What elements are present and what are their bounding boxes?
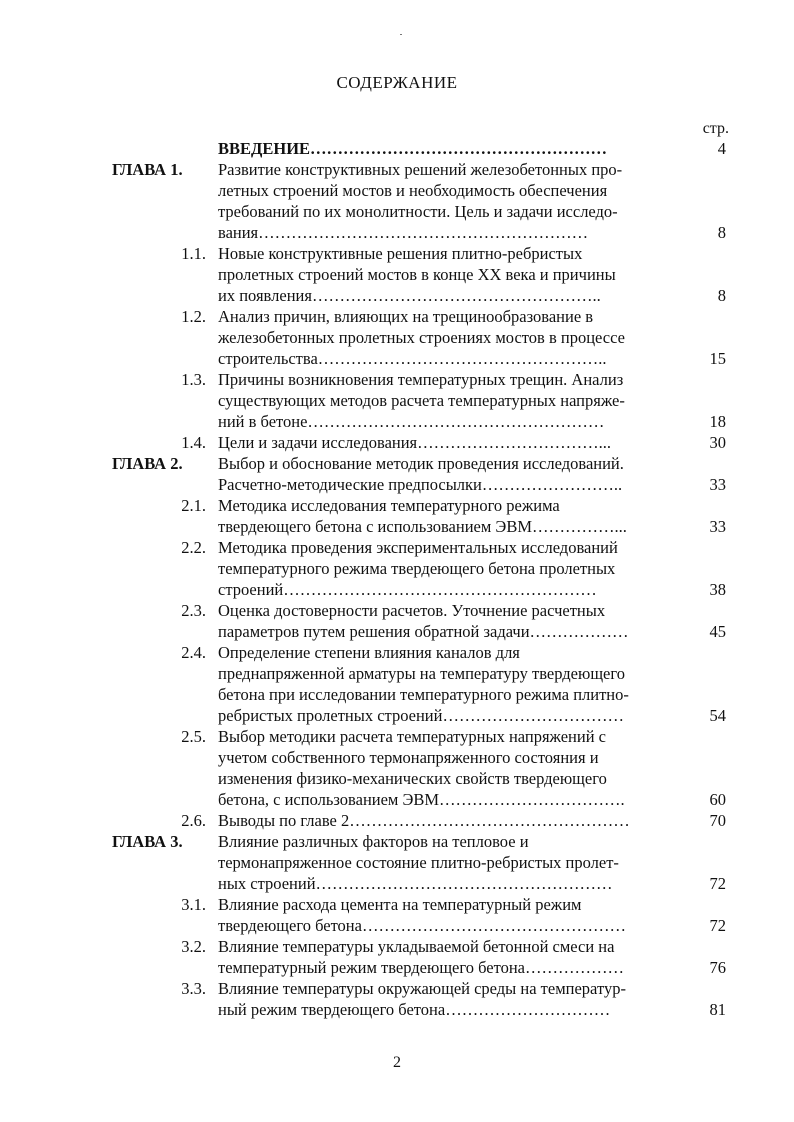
toc-entry[interactable] (0, 642, 794, 726)
entry-line: Новые конструктивные решения плитно-ребристых (218, 244, 583, 263)
entry-line: ных строений……………………………………………… (218, 874, 613, 893)
page-number: 2 (393, 1054, 401, 1071)
toc-entry[interactable] (0, 810, 794, 831)
entry-page: 33 (709, 475, 726, 494)
entry-title (218, 453, 692, 495)
entry-line: температурного режима твердеющего бетона пролетных (218, 559, 616, 578)
toc-entry[interactable] (0, 978, 794, 1020)
entry-line: ребристых пролетных строений…………………………… (218, 706, 624, 725)
entry-line: Выбор и обоснование методик проведения исследований. (218, 454, 624, 473)
entry-title (218, 936, 692, 978)
entry-line: бетона, с использованием ЭВМ……………………………. (218, 790, 625, 809)
entry-page: 8 (717, 286, 726, 305)
entry-line: твердеющего бетона с использованием ЭВМ……………... (218, 517, 627, 536)
entry-page: 33 (709, 517, 726, 536)
entry-title (218, 138, 692, 159)
toc-entry[interactable] (0, 453, 794, 495)
section-number: 2.3. (181, 601, 206, 620)
section-number: 1.2. (181, 307, 206, 326)
entry-title (218, 831, 692, 894)
entry-line: их появления…………………………………………….. (218, 286, 601, 305)
entry-line: существующих методов расчета температурных напряже- (218, 391, 625, 410)
entry-title (218, 369, 692, 432)
entry-page: 8 (717, 223, 726, 242)
chapter-label: ГЛАВА 2. (112, 454, 183, 473)
entry-line: Методика проведения экспериментальных исследований (218, 538, 618, 557)
entry-line: Влияние температуры окружающей среды на температур- (218, 979, 626, 998)
entry-page: 76 (709, 958, 726, 977)
entry-page: 60 (709, 790, 726, 809)
chapter-label: ГЛАВА 1. (112, 160, 183, 179)
section-number: 3.3. (181, 979, 206, 998)
entry-page: 70 (709, 811, 726, 830)
entry-line: преднапряженной арматуры на температуру твердеющего (218, 664, 625, 683)
entry-line: Методика исследования температурного режима (218, 496, 560, 515)
section-number: 2.6. (181, 811, 206, 830)
entry-line: термонапряженное состояние плитно-ребристых пролет- (218, 853, 619, 872)
entry-line: Расчетно-методические предпосылки…………………….. (218, 475, 623, 494)
entry-line: температурный режим твердеющего бетона……………… (218, 958, 624, 977)
toc-entry[interactable] (0, 159, 794, 243)
toc-entry[interactable] (0, 369, 794, 432)
entry-line: твердеющего бетона………………………………………… (218, 916, 626, 935)
scan-speck (400, 34, 402, 35)
entry-title (218, 159, 692, 243)
page-column-header: стр. (702, 120, 729, 137)
entry-line: вания…………………………………………………… (218, 223, 589, 242)
entry-title (218, 243, 692, 306)
entry-title (218, 642, 692, 726)
entry-line: железобетонных пролетных строениях мостов в процессе (218, 328, 625, 347)
page-title: СОДЕРЖАНИЕ (336, 73, 458, 92)
entry-page: 72 (709, 916, 726, 935)
entry-line: Влияние расхода цемента на температурный режим (218, 895, 582, 914)
entry-page: 54 (709, 706, 726, 725)
toc-entry[interactable] (0, 495, 794, 537)
entry-line: Определение степени влияния каналов для (218, 643, 520, 662)
entry-title (218, 726, 692, 810)
toc-entry[interactable] (0, 537, 794, 600)
entry-title (218, 600, 692, 642)
entry-page: 30 (709, 433, 726, 452)
entry-line: Оценка достоверности расчетов. Уточнение расчетных (218, 601, 606, 620)
section-number: 2.4. (181, 643, 206, 662)
table-of-contents (0, 138, 794, 1020)
section-number: 3.2. (181, 937, 206, 956)
entry-page: 45 (709, 622, 726, 641)
entry-title (218, 306, 692, 369)
entry-title (218, 537, 692, 600)
entry-page: 38 (709, 580, 726, 599)
entry-line: Выводы по главе 2…………………………………………… (218, 811, 630, 830)
chapter-label: ГЛАВА 3. (112, 832, 183, 851)
toc-entry[interactable] (0, 138, 794, 159)
entry-title (218, 978, 692, 1020)
entry-line: ВВЕДЕНИЕ……………………………………………… (218, 139, 608, 158)
entry-page: 18 (709, 412, 726, 431)
entry-page: 4 (717, 139, 726, 158)
entry-title (218, 894, 692, 936)
entry-title (218, 810, 692, 831)
entry-page: 15 (709, 349, 726, 368)
toc-entry[interactable] (0, 306, 794, 369)
entry-line: ний в бетоне……………………………………………… (218, 412, 605, 431)
entry-line: пролетных строений мостов в конце XX века и причины (218, 265, 616, 284)
entry-page: 72 (709, 874, 726, 893)
entry-line: летных строений мостов и необходимость обеспечения (218, 181, 608, 200)
entry-line: строительства…………………………………………….. (218, 349, 607, 368)
toc-entry[interactable] (0, 243, 794, 306)
entry-line: ный режим твердеющего бетона………………………… (218, 1000, 611, 1019)
entry-line: бетона при исследовании температурного режима плитно- (218, 685, 629, 704)
toc-entry[interactable] (0, 831, 794, 894)
entry-line: изменения физико-механических свойств твердеющего (218, 769, 607, 788)
section-number: 2.5. (181, 727, 206, 746)
entry-line: Влияние температуры укладываемой бетонной смеси на (218, 937, 615, 956)
section-number: 1.3. (181, 370, 206, 389)
entry-line: строений………………………………………………… (218, 580, 597, 599)
section-number: 2.2. (181, 538, 206, 557)
entry-line: требований по их монолитности. Цель и задачи исследо- (218, 202, 618, 221)
toc-entry[interactable] (0, 726, 794, 810)
section-number: 2.1. (181, 496, 206, 515)
entry-line: Влияние различных факторов на тепловое и (218, 832, 529, 851)
toc-entry[interactable] (0, 894, 794, 936)
entry-line: Цели и задачи исследования……………………………... (218, 433, 612, 452)
section-number: 3.1. (181, 895, 206, 914)
toc-entry[interactable] (0, 600, 794, 642)
section-number: 1.4. (181, 433, 206, 452)
entry-line: учетом собственного термонапряженного состояния и (218, 748, 599, 767)
entry-page: 81 (709, 1000, 726, 1019)
entry-line: Анализ причин, влияющих на трещинообразование в (218, 307, 594, 326)
entry-title (218, 432, 692, 453)
toc-entry[interactable] (0, 936, 794, 978)
entry-line: Выбор методики расчета температурных напряжений с (218, 727, 606, 746)
section-number: 1.1. (181, 244, 206, 263)
toc-entry[interactable] (0, 432, 794, 453)
entry-line: Развитие конструктивных решений железобетонных про- (218, 160, 623, 179)
entry-line: параметров путем решения обратной задачи……………… (218, 622, 629, 641)
entry-title (218, 495, 692, 537)
entry-line: Причины возникновения температурных трещин. Анализ (218, 370, 624, 389)
